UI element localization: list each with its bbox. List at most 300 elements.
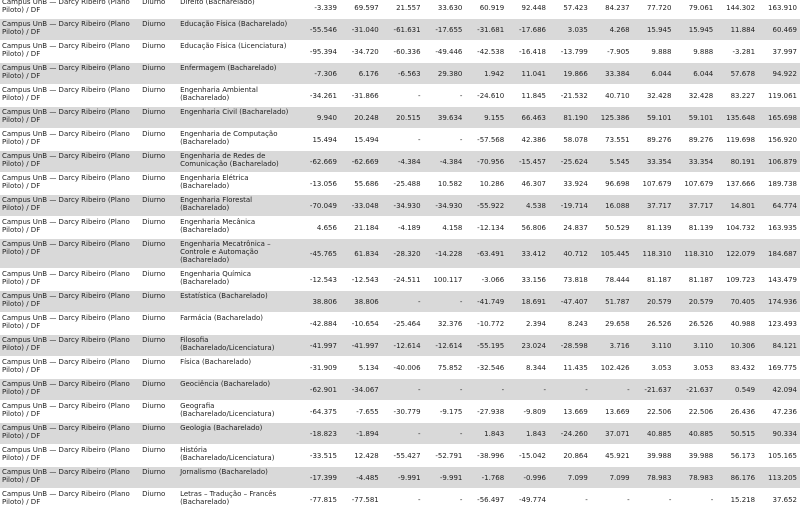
value-cell: -42.884 <box>298 313 340 335</box>
course-cell: História (Bacharelado/Licenciatura) <box>178 445 298 467</box>
value-cell: -34.261 <box>298 85 340 107</box>
value-cell: - <box>382 129 424 151</box>
course-cell: Engenharia de Computação (Bacharelado) <box>178 129 298 151</box>
value-cell: 1.843 <box>465 423 507 445</box>
shift-cell: Diurno <box>140 107 178 129</box>
value-cell: 56.173 <box>716 445 758 467</box>
value-cell: 10.582 <box>424 173 466 195</box>
course-cell: Engenharia Civil (Bacharelado) <box>178 107 298 129</box>
course-cell: Engenharia Elétrica (Bacharelado) <box>178 173 298 195</box>
value-cell: 9.940 <box>298 107 340 129</box>
shift-cell: Diurno <box>140 489 178 511</box>
campus-cell: Campus UnB — Darcy Ribeiro (Plano Piloto) / DF <box>0 19 140 41</box>
campus-cell: Campus UnB — Darcy Ribeiro (Plano Piloto) / DF <box>0 151 140 173</box>
value-cell: 33.156 <box>507 269 549 291</box>
value-cell: 22.506 <box>674 401 716 423</box>
value-cell: -28.598 <box>549 335 591 357</box>
value-cell: 92.448 <box>507 0 549 19</box>
shift-cell: Diurno <box>140 335 178 357</box>
value-cell: 57.423 <box>549 0 591 19</box>
value-cell: -57.568 <box>465 129 507 151</box>
value-cell: -4.485 <box>340 467 382 489</box>
value-cell: 89.276 <box>674 129 716 151</box>
value-cell: 42.386 <box>507 129 549 151</box>
value-cell: 15.945 <box>674 19 716 41</box>
course-cell: Educação Física (Bacharelado) <box>178 19 298 41</box>
shift-cell: Diurno <box>140 0 178 19</box>
value-cell: 15.494 <box>298 129 340 151</box>
value-cell: 50.515 <box>716 423 758 445</box>
course-cell: Direito (Bacharelado) <box>178 0 298 19</box>
value-cell: 32.428 <box>633 85 675 107</box>
value-cell: -41.997 <box>298 335 340 357</box>
value-cell: - <box>382 85 424 107</box>
value-cell: -34.930 <box>382 195 424 217</box>
value-cell: 37.997 <box>758 41 800 63</box>
value-cell: -34.930 <box>424 195 466 217</box>
value-cell: -1.768 <box>465 467 507 489</box>
table-row <box>0 239 800 269</box>
shift-cell: Diurno <box>140 357 178 379</box>
value-cell: - <box>507 379 549 401</box>
value-cell: 123.493 <box>758 313 800 335</box>
value-cell: -32.546 <box>465 357 507 379</box>
table-row <box>0 357 800 379</box>
campus-cell: Campus UnB — Darcy Ribeiro (Plano Piloto) / DF <box>0 239 140 269</box>
course-cell: Geografia (Bacharelado/Licenciatura) <box>178 401 298 423</box>
value-cell: - <box>382 291 424 313</box>
table-row <box>0 313 800 335</box>
value-cell: -13.799 <box>549 41 591 63</box>
value-cell: 59.101 <box>633 107 675 129</box>
value-cell: -24.260 <box>549 423 591 445</box>
value-cell: -3.339 <box>298 0 340 19</box>
value-cell: 11.041 <box>507 63 549 85</box>
value-cell: -1.894 <box>340 423 382 445</box>
value-cell: 16.088 <box>591 195 633 217</box>
value-cell: 46.307 <box>507 173 549 195</box>
value-cell: -55.195 <box>465 335 507 357</box>
value-cell: -31.040 <box>340 19 382 41</box>
value-cell: - <box>549 379 591 401</box>
value-cell: 20.864 <box>549 445 591 467</box>
value-cell: - <box>382 489 424 511</box>
campus-cell: Campus UnB — Darcy Ribeiro (Plano Piloto) / DF <box>0 107 140 129</box>
value-cell: 78.444 <box>591 269 633 291</box>
value-cell: 122.079 <box>716 239 758 269</box>
campus-cell: Campus UnB — Darcy Ribeiro (Plano Piloto) / DF <box>0 85 140 107</box>
value-cell: - <box>465 379 507 401</box>
campus-cell: Campus UnB — Darcy Ribeiro (Plano Piloto) / DF <box>0 63 140 85</box>
value-cell: -7.905 <box>591 41 633 63</box>
value-cell: 13.669 <box>591 401 633 423</box>
value-cell: 33.412 <box>507 239 549 269</box>
shift-cell: Diurno <box>140 423 178 445</box>
value-cell: 57.678 <box>716 63 758 85</box>
value-cell: 40.712 <box>549 239 591 269</box>
campus-cell: Campus UnB — Darcy Ribeiro (Plano Piloto) / DF <box>0 357 140 379</box>
value-cell: 90.334 <box>758 423 800 445</box>
value-cell: -21.637 <box>674 379 716 401</box>
value-cell: 165.698 <box>758 107 800 129</box>
value-cell: 50.529 <box>591 217 633 239</box>
campus-cell: Campus UnB — Darcy Ribeiro (Plano Piloto) / DF <box>0 313 140 335</box>
value-cell: -17.686 <box>507 19 549 41</box>
value-cell: -9.809 <box>507 401 549 423</box>
value-cell: 81.190 <box>549 107 591 129</box>
value-cell: 2.394 <box>507 313 549 335</box>
value-cell: 73.818 <box>549 269 591 291</box>
value-cell: 106.879 <box>758 151 800 173</box>
value-cell: -56.497 <box>465 489 507 511</box>
value-cell: -12.543 <box>340 269 382 291</box>
value-cell: 94.922 <box>758 63 800 85</box>
value-cell: 47.236 <box>758 401 800 423</box>
value-cell: -18.823 <box>298 423 340 445</box>
value-cell: 32.376 <box>424 313 466 335</box>
value-cell: 20.579 <box>674 291 716 313</box>
value-cell: -64.375 <box>298 401 340 423</box>
value-cell: -38.996 <box>465 445 507 467</box>
table-row <box>0 401 800 423</box>
value-cell: 184.687 <box>758 239 800 269</box>
value-cell: 33.384 <box>591 63 633 85</box>
value-cell: 113.205 <box>758 467 800 489</box>
value-cell: - <box>424 291 466 313</box>
value-cell: 86.176 <box>716 467 758 489</box>
value-cell: 6.044 <box>633 63 675 85</box>
value-cell: 18.691 <box>507 291 549 313</box>
campus-cell: Campus UnB — Darcy Ribeiro (Plano Piloto) / DF <box>0 379 140 401</box>
value-cell: -70.956 <box>465 151 507 173</box>
value-cell: 78.983 <box>674 467 716 489</box>
value-cell: 119.061 <box>758 85 800 107</box>
value-cell: 109.723 <box>716 269 758 291</box>
value-cell: 81.187 <box>633 269 675 291</box>
value-cell: - <box>424 489 466 511</box>
value-cell: 29.380 <box>424 63 466 85</box>
campus-cell: Campus UnB — Darcy Ribeiro (Plano Piloto) / DF <box>0 467 140 489</box>
table-row <box>0 217 800 239</box>
course-cell: Engenharia Mecânica (Bacharelado) <box>178 217 298 239</box>
value-cell: 75.852 <box>424 357 466 379</box>
value-cell: 135.648 <box>716 107 758 129</box>
campus-cell: Campus UnB — Darcy Ribeiro (Plano Piloto) / DF <box>0 173 140 195</box>
value-cell: 5.134 <box>340 357 382 379</box>
campus-cell: Campus UnB — Darcy Ribeiro (Plano Piloto) / DF <box>0 129 140 151</box>
table-row <box>0 335 800 357</box>
value-cell: -4.384 <box>382 151 424 173</box>
value-cell: - <box>591 489 633 511</box>
value-cell: 1.942 <box>465 63 507 85</box>
value-cell: -95.394 <box>298 41 340 63</box>
table-row <box>0 291 800 313</box>
value-cell: -60.336 <box>382 41 424 63</box>
value-cell: 3.053 <box>633 357 675 379</box>
value-cell: 4.158 <box>424 217 466 239</box>
value-cell: 29.658 <box>591 313 633 335</box>
table-row <box>0 129 800 151</box>
value-cell: -55.427 <box>382 445 424 467</box>
value-cell: 9.888 <box>674 41 716 63</box>
value-cell: -3.066 <box>465 269 507 291</box>
value-cell: 84.121 <box>758 335 800 357</box>
value-cell: -45.765 <box>298 239 340 269</box>
shift-cell: Diurno <box>140 313 178 335</box>
value-cell: 118.310 <box>674 239 716 269</box>
value-cell: -31.909 <box>298 357 340 379</box>
value-cell: 38.806 <box>298 291 340 313</box>
table-row <box>0 269 800 291</box>
shift-cell: Diurno <box>140 445 178 467</box>
value-cell: 59.101 <box>674 107 716 129</box>
value-cell: 22.506 <box>633 401 675 423</box>
table-row <box>0 195 800 217</box>
value-cell: 58.078 <box>549 129 591 151</box>
course-cell: Farmácia (Bacharelado) <box>178 313 298 335</box>
value-cell: 39.634 <box>424 107 466 129</box>
value-cell: 19.866 <box>549 63 591 85</box>
value-cell: -77.815 <box>298 489 340 511</box>
value-cell: -3.281 <box>716 41 758 63</box>
value-cell: 79.061 <box>674 0 716 19</box>
value-cell: -77.581 <box>340 489 382 511</box>
value-cell: 45.921 <box>591 445 633 467</box>
value-cell: 20.515 <box>382 107 424 129</box>
value-cell: -24.511 <box>382 269 424 291</box>
value-cell: 20.248 <box>340 107 382 129</box>
value-cell: -4.189 <box>382 217 424 239</box>
value-cell: -61.631 <box>382 19 424 41</box>
shift-cell: Diurno <box>140 401 178 423</box>
value-cell: 0.549 <box>716 379 758 401</box>
table-row <box>0 151 800 173</box>
value-cell: 51.787 <box>591 291 633 313</box>
value-cell: 4.538 <box>507 195 549 217</box>
course-cell: Educação Física (Licenciatura) <box>178 41 298 63</box>
value-cell: 163.910 <box>758 0 800 19</box>
value-cell: 3.110 <box>633 335 675 357</box>
value-cell: 163.935 <box>758 217 800 239</box>
value-cell: 70.405 <box>716 291 758 313</box>
value-cell: -25.488 <box>382 173 424 195</box>
course-cell: Estatística (Bacharelado) <box>178 291 298 313</box>
value-cell: 24.837 <box>549 217 591 239</box>
value-cell: -14.228 <box>424 239 466 269</box>
value-cell: -62.901 <box>298 379 340 401</box>
shift-cell: Diurno <box>140 85 178 107</box>
table-row <box>0 489 800 511</box>
value-cell: 33.354 <box>633 151 675 173</box>
value-cell: 3.035 <box>549 19 591 41</box>
value-cell: 4.268 <box>591 19 633 41</box>
value-cell: -62.669 <box>298 151 340 173</box>
value-cell: 89.276 <box>633 129 675 151</box>
campus-cell: Campus UnB — Darcy Ribeiro (Plano Piloto) / DF <box>0 269 140 291</box>
value-cell: - <box>674 489 716 511</box>
value-cell: 10.286 <box>465 173 507 195</box>
value-cell: 55.686 <box>340 173 382 195</box>
value-cell: -10.772 <box>465 313 507 335</box>
value-cell: 105.445 <box>591 239 633 269</box>
value-cell: 33.630 <box>424 0 466 19</box>
value-cell: 26.526 <box>674 313 716 335</box>
value-cell: -9.991 <box>424 467 466 489</box>
value-cell: 21.184 <box>340 217 382 239</box>
shift-cell: Diurno <box>140 151 178 173</box>
value-cell: 26.436 <box>716 401 758 423</box>
value-cell: 42.094 <box>758 379 800 401</box>
value-cell: 37.652 <box>758 489 800 511</box>
value-cell: 12.428 <box>340 445 382 467</box>
value-cell: - <box>424 85 466 107</box>
value-cell: -24.610 <box>465 85 507 107</box>
value-cell: -25.464 <box>382 313 424 335</box>
value-cell: 6.044 <box>674 63 716 85</box>
shift-cell: Diurno <box>140 291 178 313</box>
campus-cell: Campus UnB — Darcy Ribeiro (Plano Piloto) / DF <box>0 445 140 467</box>
value-cell: -17.655 <box>424 19 466 41</box>
value-cell: -9.991 <box>382 467 424 489</box>
value-cell: 81.139 <box>674 217 716 239</box>
value-cell: -63.491 <box>465 239 507 269</box>
value-cell: 33.354 <box>674 151 716 173</box>
table-row <box>0 445 800 467</box>
value-cell: -41.749 <box>465 291 507 313</box>
value-cell: 156.920 <box>758 129 800 151</box>
value-cell: -47.407 <box>549 291 591 313</box>
value-cell: 40.885 <box>674 423 716 445</box>
value-cell: 83.432 <box>716 357 758 379</box>
value-cell: -7.306 <box>298 63 340 85</box>
value-cell: 104.732 <box>716 217 758 239</box>
value-cell: -16.418 <box>507 41 549 63</box>
value-cell: 96.698 <box>591 173 633 195</box>
course-cell: Engenharia Ambiental (Bacharelado) <box>178 85 298 107</box>
value-cell: 69.597 <box>340 0 382 19</box>
value-cell: 81.187 <box>674 269 716 291</box>
value-cell: 60.469 <box>758 19 800 41</box>
shift-cell: Diurno <box>140 41 178 63</box>
value-cell: -33.048 <box>340 195 382 217</box>
value-cell: 33.924 <box>549 173 591 195</box>
value-cell: -13.056 <box>298 173 340 195</box>
value-cell: 1.843 <box>507 423 549 445</box>
value-cell: -12.614 <box>424 335 466 357</box>
value-cell: - <box>382 379 424 401</box>
table-row <box>0 173 800 195</box>
table-row <box>0 0 800 19</box>
course-cell: Engenharia Química (Bacharelado) <box>178 269 298 291</box>
value-cell: 73.551 <box>591 129 633 151</box>
table-row <box>0 41 800 63</box>
shift-cell: Diurno <box>140 173 178 195</box>
value-cell: - <box>549 489 591 511</box>
value-cell: 56.806 <box>507 217 549 239</box>
value-cell: - <box>382 423 424 445</box>
value-cell: -12.543 <box>298 269 340 291</box>
course-cell: Enfermagem (Bacharelado) <box>178 63 298 85</box>
value-cell: 7.099 <box>549 467 591 489</box>
value-cell: -55.922 <box>465 195 507 217</box>
value-cell: 32.428 <box>674 85 716 107</box>
value-cell: -55.546 <box>298 19 340 41</box>
value-cell: 169.775 <box>758 357 800 379</box>
value-cell: 4.656 <box>298 217 340 239</box>
value-cell: -31.866 <box>340 85 382 107</box>
value-cell: 77.720 <box>633 0 675 19</box>
shift-cell: Diurno <box>140 195 178 217</box>
value-cell: - <box>633 489 675 511</box>
value-cell: -4.384 <box>424 151 466 173</box>
table-row <box>0 19 800 41</box>
value-cell: -25.624 <box>549 151 591 173</box>
value-cell: -21.532 <box>549 85 591 107</box>
value-cell: -9.175 <box>424 401 466 423</box>
value-cell: 38.806 <box>340 291 382 313</box>
value-cell: 60.919 <box>465 0 507 19</box>
value-cell: -62.669 <box>340 151 382 173</box>
course-cell: Jornalismo (Bacharelado) <box>178 467 298 489</box>
value-cell: -27.938 <box>465 401 507 423</box>
value-cell: -34.067 <box>340 379 382 401</box>
value-cell: 137.666 <box>716 173 758 195</box>
shift-cell: Diurno <box>140 217 178 239</box>
value-cell: 10.306 <box>716 335 758 357</box>
value-cell: -15.042 <box>507 445 549 467</box>
campus-cell: Campus UnB — Darcy Ribeiro (Plano Piloto) / DF <box>0 335 140 357</box>
value-cell: 11.845 <box>507 85 549 107</box>
value-cell: -7.655 <box>340 401 382 423</box>
value-cell: 8.344 <box>507 357 549 379</box>
value-cell: -6.563 <box>382 63 424 85</box>
value-cell: 37.717 <box>633 195 675 217</box>
course-cell: Engenharia Mecatrônica – Controle e Automação (Bacharelado) <box>178 239 298 269</box>
value-cell: 107.679 <box>674 173 716 195</box>
course-cell: Letras – Tradução – Francês (Bacharelado) <box>178 489 298 511</box>
campus-cell: Campus UnB — Darcy Ribeiro (Plano Piloto) / DF <box>0 0 140 19</box>
shift-cell: Diurno <box>140 239 178 269</box>
shift-cell: Diurno <box>140 269 178 291</box>
value-cell: 78.983 <box>633 467 675 489</box>
course-cell: Engenharia de Redes de Comunicação (Bacharelado) <box>178 151 298 173</box>
value-cell: 3.053 <box>674 357 716 379</box>
shift-cell: Diurno <box>140 63 178 85</box>
value-cell: -70.049 <box>298 195 340 217</box>
value-cell: 21.557 <box>382 0 424 19</box>
value-cell: 118.310 <box>633 239 675 269</box>
value-cell: 8.243 <box>549 313 591 335</box>
course-cell: Geologia (Bacharelado) <box>178 423 298 445</box>
value-cell: - <box>591 379 633 401</box>
value-cell: 9.888 <box>633 41 675 63</box>
shift-cell: Diurno <box>140 129 178 151</box>
value-cell: 61.834 <box>340 239 382 269</box>
value-cell: 3.716 <box>591 335 633 357</box>
value-cell: 14.801 <box>716 195 758 217</box>
value-cell: 83.227 <box>716 85 758 107</box>
value-cell: -49.446 <box>424 41 466 63</box>
table-row <box>0 63 800 85</box>
course-cell: Geociência (Bacharelado) <box>178 379 298 401</box>
value-cell: 102.426 <box>591 357 633 379</box>
table-row <box>0 423 800 445</box>
value-cell: 37.071 <box>591 423 633 445</box>
shift-cell: Diurno <box>140 379 178 401</box>
value-cell: 107.679 <box>633 173 675 195</box>
value-cell: 20.579 <box>633 291 675 313</box>
value-cell: 3.110 <box>674 335 716 357</box>
